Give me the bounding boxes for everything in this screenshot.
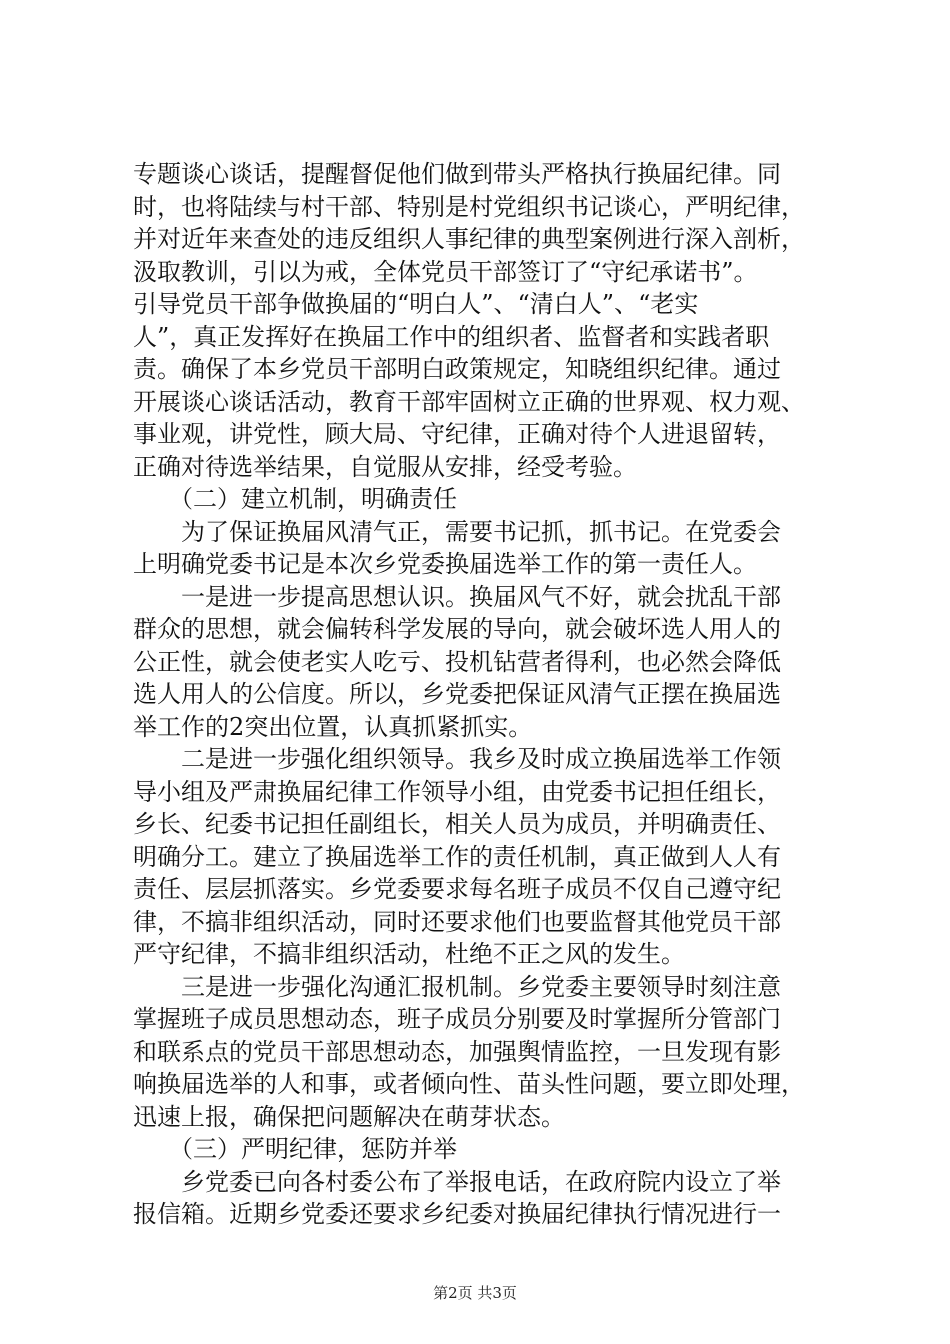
- body-line: 响换届选举的人和事，或者倾向性、苗头性问题，要立即处理，: [133, 1070, 805, 1098]
- body-line: 和联系点的党员干部思想动态，加强舆情监控，一旦发现有影: [133, 1037, 781, 1066]
- body-line: 律，不搞非组织活动，同时还要求他们也要监督其他党员干部: [133, 907, 781, 936]
- section-heading: （二）建立机制，明确责任: [133, 485, 457, 513]
- body-line: 并对近年来查处的违反组织人事纪律的典型案例进行深入剖析，: [133, 225, 805, 253]
- body-line: 严守纪律，不搞非组织活动，杜绝不正之风的发生。: [133, 940, 685, 968]
- body-line: 事业观，讲党性，顾大局、守纪律，正确对待个人进退留转，: [133, 420, 781, 448]
- body-line: 掌握班子成员思想动态，班子成员分别要及时掌握所分管部门: [133, 1005, 781, 1033]
- body-line: 群众的思想，就会偏转科学发展的导向，就会破坏选人用人的: [133, 615, 781, 643]
- body-line: 乡长、纪委书记担任副组长，相关人员为成员，并明确责任、: [133, 810, 781, 838]
- body-line: 汲取教训，引以为戒，全体党员干部签订了“守纪承诺书”。: [133, 257, 758, 286]
- body-line: 二是进一步强化组织领导。我乡及时成立换届选举工作领: [133, 745, 781, 773]
- page-number-label: 第2页 共3页: [433, 1284, 517, 1302]
- body-line: 导小组及严肃换届纪律工作领导小组，由党委书记担任组长，: [133, 777, 781, 806]
- body-line: 迅速上报，确保把问题解决在萌芽状态。: [133, 1102, 565, 1131]
- page-footer: [0, 1283, 950, 1303]
- body-line: 专题谈心谈话，提醒督促他们做到带头严格执行换届纪律。同: [133, 160, 781, 188]
- body-line: 引导党员干部争做换届的“明白人”、“清白人”、“老实: [133, 290, 699, 318]
- body-line: 明确分工。建立了换届选举工作的责任机制，真正做到人人有: [133, 842, 781, 871]
- body-line: 举工作的2突出位置，认真抓紧抓实。: [133, 712, 533, 741]
- body-line: 开展谈心谈话活动，教育干部牢固树立正确的世界观、权力观、: [133, 387, 805, 416]
- body-line: 责。确保了本乡党员干部明白政策规定，知晓组织纪律。通过: [133, 355, 781, 383]
- document-body: [133, 158, 833, 1231]
- section-heading: （三）严明纪律，惩防并举: [133, 1135, 457, 1163]
- body-line: 人”，真正发挥好在换届工作中的组织者、监督者和实践者职: [133, 322, 770, 351]
- body-line: 公正性，就会使老实人吃亏、投机钻营者得利，也必然会降低: [133, 647, 781, 676]
- body-line: 一是进一步提高思想认识。换届风气不好，就会扰乱干部: [133, 582, 781, 611]
- body-line: 正确对待选举结果，自觉服从安排，经受考验。: [133, 452, 637, 481]
- body-line: 乡党委已向各村委公布了举报电话，在政府院内设立了举: [133, 1167, 781, 1196]
- body-line: 三是进一步强化沟通汇报机制。乡党委主要领导时刻注意: [133, 972, 781, 1001]
- body-line: 上明确党委书记是本次乡党委换届选举工作的第一责任人。: [133, 550, 757, 578]
- body-line: 报信箱。近期乡党委还要求乡纪委对换届纪律执行情况进行一: [133, 1200, 781, 1228]
- body-line: 为了保证换届风清气正，需要书记抓，抓书记。在党委会: [133, 517, 781, 546]
- body-line: 选人用人的公信度。所以，乡党委把保证风清气正摆在换届选: [133, 680, 781, 708]
- body-line: 责任、层层抓落实。乡党委要求每名班子成员不仅自己遵守纪: [133, 875, 781, 903]
- body-line: 时，也将陆续与村干部、特别是村党组织书记谈心，严明纪律，: [133, 192, 805, 221]
